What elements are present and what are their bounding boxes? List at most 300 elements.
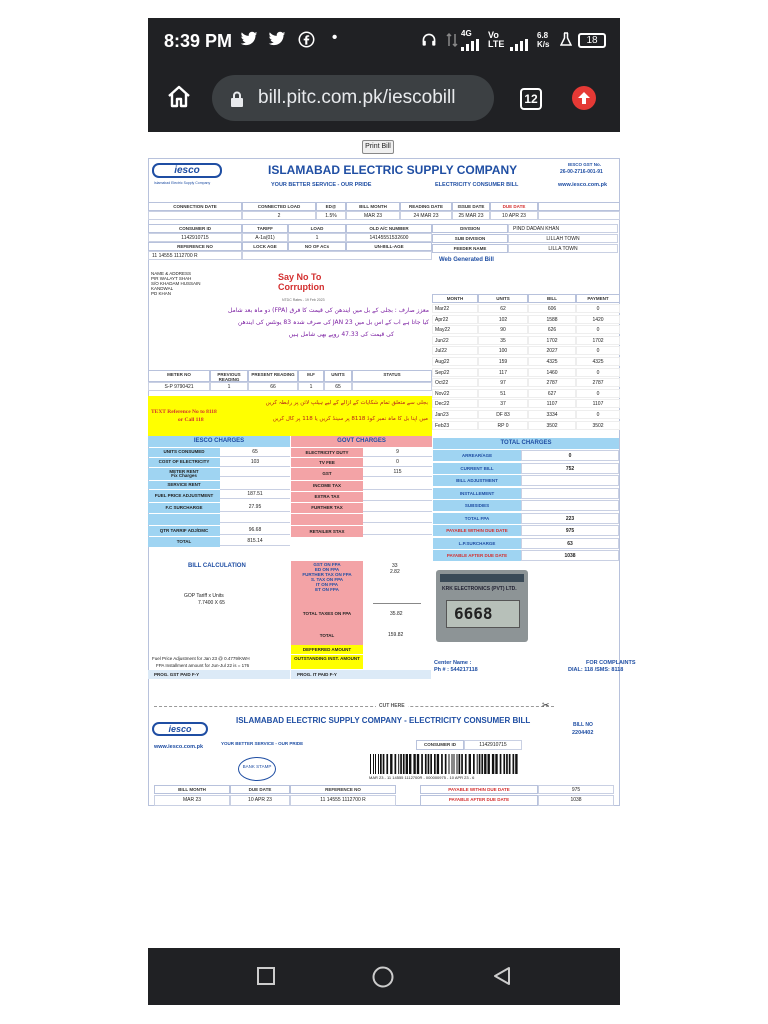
twitter-icon-2 [268, 31, 286, 51]
history-cell: 4325 [576, 357, 620, 366]
history-cell: 1588 [528, 315, 576, 324]
fpa-value-2: 2.82 [390, 569, 400, 575]
total-label: TOTAL FPA [433, 513, 521, 524]
fpa-label: IT ON FPA [316, 582, 338, 587]
history-cell: Aug22 [432, 357, 478, 366]
top-header: DUE DATE [490, 202, 538, 211]
consumer-header: LOAD [288, 224, 346, 233]
bank-stamp: BANK STAMP [238, 757, 276, 781]
history-cell: 97 [478, 378, 528, 387]
barcode-bar [488, 754, 490, 774]
row3-header: NO OF ACs [288, 242, 346, 251]
barcode-bar [425, 754, 427, 774]
barcode-bar [457, 754, 458, 774]
total-label: ARREAR/AGE [433, 450, 521, 461]
barcode-bar [469, 754, 471, 774]
stub-value: 10 APR 23 [230, 795, 290, 806]
total-label: PAYABLE AFTER DUE DATE [433, 550, 521, 561]
stub-payable-after-label: PAYABLE AFTER DUE DATE [420, 795, 538, 806]
history-cell: 3334 [528, 410, 576, 419]
barcode-bar [481, 754, 483, 774]
consumer-value: A-1a(01) [242, 233, 288, 242]
stub-company: ISLAMABAD ELECTRIC SUPPLY COMPANY - ELECTRICITY CONSUMER BILL [236, 716, 531, 725]
barcode-text: MAR 23 - 11 14555 1112700R - 000000975 - 10 APR 23 - 6 [369, 775, 475, 780]
company-name: ISLAMABAD ELECTRIC SUPPLY COMPANY [268, 163, 518, 177]
total-taxes-fpa-label: TOTAL TAXES ON FPA [302, 611, 352, 616]
meter-value: 65 [324, 382, 352, 391]
top-header: BILL MONTH [346, 202, 400, 211]
consumer-header: OLD A/C NUMBER [346, 224, 432, 233]
history-cell: 627 [528, 389, 576, 398]
barcode-bar [400, 754, 402, 774]
row3-header: REFERENCE NO [148, 242, 242, 251]
urdu-notice-2: کیا جاتا ہے اب کے اس بل میں JAN 23 کی صرف شدہ 83 یونٹس کی ایندھن [237, 319, 429, 326]
barcode-bar [495, 754, 497, 774]
barcode-bar [390, 754, 392, 774]
barcode-bar [503, 754, 505, 774]
cut-line [154, 706, 554, 707]
total-label: L.P.SURCHARGE [433, 538, 521, 549]
total-value [521, 500, 619, 511]
lock-icon [230, 91, 244, 105]
iesco-label: COST OF ELECTRICITY [148, 458, 220, 467]
calc-line-2: 7.7400 X 65 [198, 600, 225, 606]
meter-value: 1 [210, 382, 248, 391]
history-header: BILL [528, 294, 576, 303]
scissors-icon: ✂ [542, 700, 550, 710]
top-header: CONNECTION DATE [148, 202, 242, 211]
barcode-bar [398, 754, 399, 774]
history-cell: 102 [478, 315, 528, 324]
complaints-dial: DIAL: 118 /SMS: 8118 [568, 667, 624, 673]
history-header: MONTH [432, 294, 478, 303]
iesco-value: 27.95 [220, 503, 290, 512]
subdivision-value: LILLAH TOWN [508, 234, 618, 243]
volte-label: Vo LTE [488, 30, 505, 49]
barcode-bar [406, 754, 408, 774]
sms-banner [148, 396, 432, 436]
feeder-value: LILLA TOWN [508, 244, 618, 253]
history-cell: 51 [478, 389, 528, 398]
total-value: 975 [521, 525, 619, 536]
history-header: UNITS [478, 294, 528, 303]
fpa-label: ET ON FPA [315, 587, 339, 592]
govt-label: EXTRA TAX [291, 492, 363, 502]
barcode-bar [413, 754, 415, 774]
row3-filler [242, 251, 432, 260]
stub-slogan: YOUR BETTER SERVICE - OUR PRIDE [221, 741, 304, 746]
signal-icon-2 [510, 38, 528, 55]
total-value: 0 [521, 450, 619, 461]
barcode-bar [454, 754, 455, 774]
fpa-label: ED ON FPA [314, 567, 340, 572]
history-cell: 1460 [528, 368, 576, 377]
barcode-bar [386, 754, 388, 774]
bill-calc-title: BILL CALCULATION [188, 563, 246, 569]
stub-header: DUE DATE [230, 785, 290, 794]
meter-header: PREVIOUS READING [210, 370, 248, 382]
history-cell: 0 [576, 368, 620, 377]
govt-value [363, 526, 432, 535]
top-value: 1.5% [316, 211, 346, 220]
iesco-value [220, 481, 290, 490]
barcode-bar [452, 754, 453, 774]
govt-value: 0 [363, 458, 432, 467]
history-cell: Mar22 [432, 304, 478, 313]
govt-value: 115 [363, 468, 432, 477]
iesco-label: QTR TARRIF ADJ/DMC [148, 526, 220, 536]
doc-title: ELECTRICITY CONSUMER BILL [435, 182, 519, 188]
fpa-label: FURTHER TAX ON FPA [302, 572, 352, 577]
meter-value: 1 [298, 382, 324, 391]
total-value: 223 [521, 513, 619, 524]
barcode-bar [383, 754, 385, 774]
total-value: 63 [521, 538, 619, 549]
history-cell: 100 [478, 346, 528, 355]
stub-logo: iesco [152, 722, 208, 736]
barcode-bar [378, 754, 379, 774]
barcode-bar [500, 754, 502, 774]
history-cell: 1107 [576, 399, 620, 408]
top-header: ED@ [316, 202, 346, 211]
stub-value: MAR 23 [154, 795, 230, 806]
sms-text-2: or Call 118 [178, 417, 204, 423]
total-value: 752 [521, 463, 619, 474]
history-cell: 2027 [528, 346, 576, 355]
top-value: 10 APR 23 [490, 211, 538, 220]
home-circle-icon[interactable] [372, 966, 394, 993]
web-generated-label: Web Generated Bill [439, 257, 494, 263]
stub-consumer-id: 1142910715 [464, 740, 522, 750]
data-arrows-icon [446, 32, 458, 52]
iesco-label: FUEL PRICE ADJUSTMENT [148, 490, 220, 502]
iesco-label: UNITS CONSUMED [148, 448, 220, 457]
address-line: S/O KHADAM HUSSAIN [151, 281, 201, 286]
history-cell: 3502 [576, 421, 620, 430]
total-value: 159.82 [388, 632, 404, 638]
update-icon[interactable] [572, 86, 596, 110]
history-cell: Feb23 [432, 421, 478, 430]
barcode-bar [515, 754, 517, 774]
stub-consumer-label: CONSUMER ID [416, 740, 464, 750]
barcode-bar [375, 754, 376, 774]
meter-header: PRESENT READING [248, 370, 298, 382]
fpa-label: S. TAX ON FPA [310, 577, 344, 582]
meter-header: M.F [298, 370, 324, 382]
logo-subtitle: Islamabad Electric Supply Company [154, 181, 211, 185]
meter-header: STATUS [352, 370, 432, 382]
address-line: KANDWAL [151, 286, 174, 291]
total-value: 1038 [521, 550, 619, 561]
barcode-bar [441, 754, 443, 774]
history-cell: Jul22 [432, 346, 478, 355]
urdu-notice-3: کی قیمت کی 47.33 روپے بھی شامل ہیں [288, 331, 394, 338]
fpa-value-1: 33 [392, 563, 398, 569]
barcode-bar [459, 754, 461, 774]
phone-screen [148, 18, 636, 1005]
barcode-bar [437, 754, 439, 774]
barcode-bar [477, 754, 478, 774]
history-cell: 606 [528, 304, 576, 313]
total-value [521, 475, 619, 486]
battery-icon: 18 [578, 33, 606, 48]
history-header: PAYMENT [576, 294, 620, 303]
sms-urdu-2: میں اپنا بل کا ماہ نمبر کوڈ 8118 پر سینڈ کریں یا 118 پر کال کریں [272, 416, 428, 422]
barcode [370, 754, 520, 774]
notification-dot-icon: • [332, 29, 338, 46]
barcode-bar [430, 754, 432, 774]
meter-photo [436, 570, 528, 642]
govt-value [363, 514, 432, 523]
urdu-notice-1: معزز صارف : بجلی کے بل میں ایندھن کی قیمت کا فرق (FPA) دو ماہ بعد شامل [228, 307, 429, 314]
govt-label: RETAILER STAX [291, 526, 363, 537]
govt-value [363, 503, 432, 512]
consumer-header: CONSUMER ID [148, 224, 242, 233]
total-label: INSTALLEMENT [433, 488, 521, 499]
top-value: MAR 23 [346, 211, 400, 220]
govt-value [363, 481, 432, 490]
prog-gst-label: PROG. GST PAID F-Y [148, 670, 290, 679]
stub-bill-no: 2204402 [572, 730, 594, 736]
stub-header: REFERENCE NO [290, 785, 396, 794]
barcode-bar [479, 754, 481, 774]
print-bill-button[interactable]: Print Bill [362, 140, 394, 154]
url-text: bill.pitc.com.pk/iescobill [258, 87, 456, 108]
govt-title: GOVT CHARGES [291, 436, 432, 447]
meter-value: S-P 9790421 [148, 382, 210, 391]
say-no-text: Say No To [278, 272, 322, 282]
history-cell: 1702 [576, 336, 620, 345]
top-header: READING DATE [400, 202, 452, 211]
top-value-filler [538, 211, 620, 220]
top-header-filler [538, 202, 620, 211]
barcode-bar [395, 754, 397, 774]
facebook-icon [298, 31, 315, 52]
history-cell: 4325 [528, 357, 576, 366]
barcode-bar [370, 754, 371, 774]
website: www.iesco.com.pk [558, 182, 608, 188]
history-cell: 1702 [528, 336, 576, 345]
status-time: 8:39 PM [164, 31, 233, 51]
reference-no: 11 14555 1112700 R [148, 251, 242, 260]
iesco-value: 65 [220, 448, 290, 457]
complaints-label: FOR COMPLAINTS [586, 660, 636, 666]
barcode-bar [380, 754, 382, 774]
recent-apps-icon[interactable] [256, 966, 276, 991]
history-cell: 626 [528, 325, 576, 334]
rates-note: NTDC Rates - 19 Feb 2023 [282, 298, 325, 302]
history-cell: Sep22 [432, 368, 478, 377]
govt-label: ELECTRICITY DUTY [291, 448, 363, 457]
history-cell: 35 [478, 336, 528, 345]
iesco-label: SERVICE RENT [148, 481, 220, 489]
barcode-bar [421, 754, 423, 774]
barcode-bar [428, 754, 430, 774]
sms-text-1: TEXT Reference No to 8118 [151, 409, 217, 415]
barcode-bar [409, 754, 411, 774]
total-value [521, 488, 619, 499]
history-cell: Jan23 [432, 410, 478, 419]
barcode-bar [492, 754, 494, 774]
address-line: NAME & ADDRESS [151, 271, 192, 276]
top-value [148, 211, 242, 220]
barcode-bar [373, 754, 374, 774]
barcode-bar [461, 754, 463, 774]
center-name: Center Name : [434, 660, 472, 666]
iesco-value: 187.51 [220, 490, 290, 499]
android-nav-bar [148, 948, 620, 1005]
govt-label: TV FEE [291, 458, 363, 467]
division-value: PIND DADAN KHAN [508, 224, 618, 233]
gst-label: IESCO GST No. [568, 162, 602, 167]
twitter-icon [240, 31, 258, 51]
meter-header: METER NO [148, 370, 210, 382]
top-value: 2 [242, 211, 316, 220]
fpa-label: GST ON FPA [313, 562, 341, 567]
network-type: 4G [461, 29, 472, 38]
history-cell: 2787 [528, 378, 576, 387]
address-bar[interactable] [212, 75, 494, 121]
stub-payable-within-value: 975 [538, 785, 614, 794]
govt-label: FURTHER TAX [291, 503, 363, 513]
row3-header: LOCK AGE [242, 242, 288, 251]
iesco-label: TOTAL [148, 537, 220, 547]
barcode-bar [465, 754, 467, 774]
govt-value [363, 492, 432, 501]
barcode-bar [509, 754, 511, 774]
total-label: CURRENT BILL [433, 463, 521, 474]
network-speed: 6.8 K/s [537, 31, 550, 49]
iesco-value: 103 [220, 458, 290, 467]
consumer-value: 14145551532600 [346, 233, 432, 242]
iesco-label [148, 514, 220, 525]
top-value: 24 MAR 23 [400, 211, 452, 220]
home-icon[interactable] [166, 84, 192, 110]
history-cell: 90 [478, 325, 528, 334]
stub-value: 11 14555 1112700 R [290, 795, 396, 806]
history-cell: 0 [576, 346, 620, 355]
barcode-bar [449, 754, 450, 774]
history-cell: 0 [576, 325, 620, 334]
iesco-title: IESCO CHARGES [148, 436, 290, 447]
history-cell: 2787 [576, 378, 620, 387]
division-label: DIVISION [432, 224, 508, 233]
sms-urdu-1: بجلی سے متعلق تمام شکایات کے ازالے کے لیے ہیلپ لائن پر رابطہ کریں [265, 400, 428, 406]
barcode-bar [506, 754, 508, 774]
stub-bill-no-label: BILL NO [573, 722, 593, 728]
address-line: PD KHAN [151, 291, 172, 296]
electricity-bill [148, 158, 636, 808]
history-cell: Jun22 [432, 336, 478, 345]
back-icon[interactable] [492, 966, 512, 991]
total-label: BILL ADJUSTMENT [433, 475, 521, 486]
tab-count-button[interactable]: 12 [520, 88, 542, 110]
subdivision-label: SUB DIVISION [432, 234, 508, 243]
stub-payable-after-value: 1038 [538, 795, 614, 806]
status-bar [148, 18, 620, 64]
history-cell: 1107 [528, 399, 576, 408]
meter-value: 66 [248, 382, 298, 391]
history-cell: 62 [478, 304, 528, 313]
consumer-header: TARIFF [242, 224, 288, 233]
history-cell: 0 [576, 304, 620, 313]
row3-header: UN-BILL-AGE [346, 242, 432, 251]
iesco-value [220, 468, 290, 477]
meter-value [352, 382, 432, 391]
iesco-value: 96.68 [220, 526, 290, 535]
history-cell: Nov22 [432, 389, 478, 398]
total-label: SUBSIDIES [433, 500, 521, 511]
barcode-bar [445, 754, 447, 774]
top-header: ISSUE DATE [452, 202, 490, 211]
govt-label [291, 514, 363, 525]
stub-payable-within-label: PAYABLE WITHIN DUE DATE [420, 785, 538, 794]
gst-number: 26-00-2716-001-91 [560, 169, 603, 175]
history-cell: 0 [576, 410, 620, 419]
iesco-label: F.C SURCHARGE [148, 503, 220, 513]
history-cell: 117 [478, 368, 528, 377]
total-title: TOTAL CHARGES [433, 438, 619, 449]
govt-value: 9 [363, 448, 432, 457]
barcode-bar [417, 754, 419, 774]
govt-label: GST [291, 468, 363, 480]
headset-icon [421, 32, 437, 52]
iesco-value [220, 514, 290, 523]
iesco-logo [152, 163, 224, 187]
fpa-note-2: FPA Installment amount for Jun-Jul 22 is = 176 [156, 663, 250, 668]
flask-icon [560, 32, 572, 51]
history-cell: 159 [478, 357, 528, 366]
total-label: PAYABLE WITHIN DUE DATE [433, 525, 521, 536]
history-cell: DF 83 [478, 410, 528, 419]
barcode-bar [473, 754, 475, 774]
stub-header: BILL MONTH [154, 785, 230, 794]
corruption-text: Corruption [278, 282, 325, 292]
logo-mark: iesco [152, 163, 222, 178]
stub-website: www.iesco.com.pk [154, 744, 204, 750]
consumer-value: 1142910715 [148, 233, 242, 242]
barcode-bar [434, 754, 436, 774]
calc-line-1: GOP Tariff x Units [184, 593, 224, 599]
meter-display: 6668 [454, 604, 493, 623]
iesco-value: 815.14 [220, 537, 290, 546]
prog-it-label: PROG. IT PAID F-Y [291, 670, 431, 679]
history-cell: 0 [576, 389, 620, 398]
history-cell: 37 [478, 399, 528, 408]
history-cell: RP 0 [478, 421, 528, 430]
browser-toolbar [148, 64, 620, 132]
center-phone: Ph # : 544217118 [434, 667, 478, 673]
consumer-value: 1 [288, 233, 346, 242]
total-taxes-fpa-value: 35.82 [390, 611, 403, 617]
history-cell: 1420 [576, 315, 620, 324]
top-value: 25 MAR 23 [452, 211, 490, 220]
history-cell: Dec22 [432, 399, 478, 408]
feeder-label: FEEDER NAME [432, 244, 508, 253]
fpa-note-1: Fuel Price Adjustment for Jan 23 @ 0.4779/KWH [152, 656, 250, 661]
meter-header: UNITS [324, 370, 352, 382]
signal-icon [461, 38, 479, 55]
govt-label: INCOME TAX [291, 481, 363, 491]
iesco-label: METER RENT Fix Charges [148, 468, 220, 480]
barcode-bar [513, 754, 515, 774]
history-cell: Apr22 [432, 315, 478, 324]
total-label: TOTAL [291, 619, 363, 645]
deferred-label: DEFFERRED AMOUNT [291, 645, 363, 654]
barcode-bar [484, 754, 486, 774]
history-cell: May22 [432, 325, 478, 334]
cut-here-label: CUT HERE [376, 703, 408, 709]
